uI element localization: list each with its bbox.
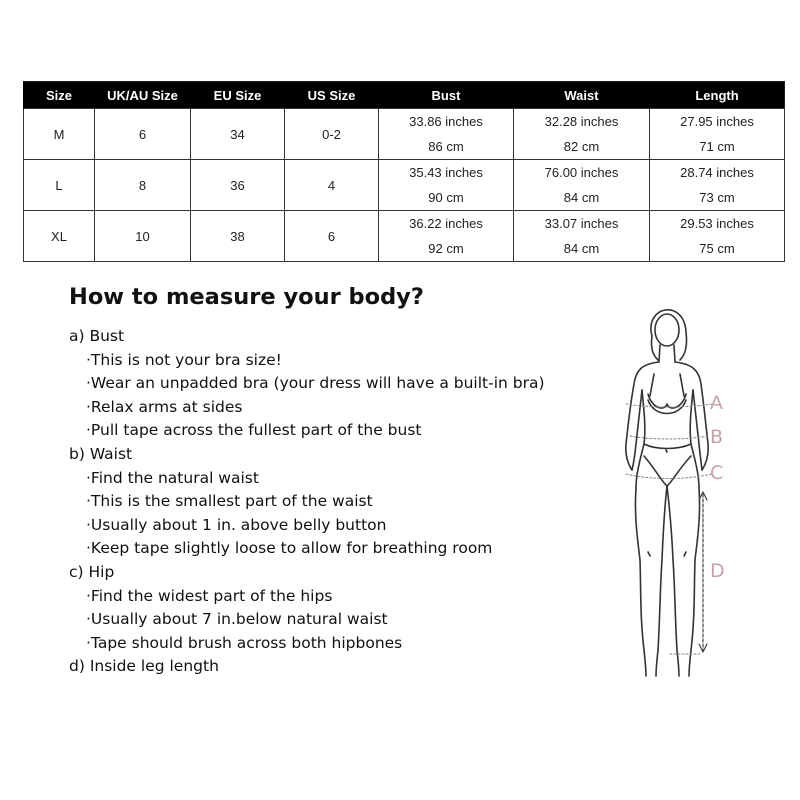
list-item: ·This is not your bra size! — [86, 350, 282, 369]
header-waist: Waist — [514, 82, 650, 109]
cell-size: XL — [24, 211, 95, 262]
table-header-row — [24, 82, 785, 109]
header-uk-au-size: UK/AU Size — [95, 82, 191, 109]
section-title: b) Waist — [69, 444, 133, 463]
female-body-outline-icon — [600, 298, 750, 680]
cell-bust-inches: 36.22 inches — [379, 211, 514, 237]
cell-bust-cm: 86 cm — [379, 134, 514, 160]
cell-waist-cm: 84 cm — [514, 185, 650, 211]
cell-length-inches: 27.95 inches — [650, 109, 785, 135]
list-item: ·Usually about 1 in. above belly button — [86, 515, 387, 534]
section-title: c) Hip — [69, 562, 115, 581]
list-item: ·Tape should brush across both hipbones — [86, 633, 403, 652]
cell-waist-inches: 76.00 inches — [514, 160, 650, 186]
section-waist — [69, 443, 589, 561]
section-title: a) Bust — [69, 327, 125, 345]
header-size: Size — [24, 82, 95, 109]
measure-guide-title: How to measure your body? — [69, 284, 424, 310]
cell-bust-cm: 92 cm — [379, 236, 514, 262]
list-item: ·Keep tape slightly loose to allow for breathing room — [86, 539, 493, 558]
section-hip — [69, 561, 589, 655]
cell-length-inches: 28.74 inches — [650, 160, 785, 186]
list-item: ·Pull tape across the fullest part of the bust — [86, 421, 422, 440]
cell-bust-cm: 90 cm — [379, 185, 514, 211]
cell-length-cm: 71 cm — [650, 134, 785, 160]
cell-us: 4 — [285, 160, 379, 211]
list-item: ·This is the smallest part of the waist — [86, 492, 373, 511]
cell-length-cm: 73 cm — [650, 185, 785, 211]
list-item: ·Usually about 7 in.below natural waist — [86, 610, 388, 629]
list-item: ·Wear an unpadded bra (your dress will have a built-in bra) — [86, 374, 545, 393]
label-hip-marker: C — [710, 462, 724, 484]
cell-waist-inches: 33.07 inches — [514, 211, 650, 237]
label-inside-leg-marker: D — [710, 560, 725, 582]
table-row — [24, 109, 785, 135]
header-eu-size: EU Size — [191, 82, 285, 109]
cell-eu: 38 — [191, 211, 285, 262]
cell-eu: 36 — [191, 160, 285, 211]
list-item: ·Find the natural waist — [86, 468, 259, 487]
list-item: ·Find the widest part of the hips — [86, 586, 333, 605]
size-chart-table — [23, 81, 785, 262]
header-bust: Bust — [379, 82, 514, 109]
section-inside-leg — [69, 655, 589, 679]
cell-uk-au: 6 — [95, 109, 191, 160]
cell-us: 0-2 — [285, 109, 379, 160]
cell-size: L — [24, 160, 95, 211]
section-title: d) Inside leg length — [69, 657, 219, 676]
cell-bust-inches: 35.43 inches — [379, 160, 514, 186]
table-row — [24, 160, 785, 186]
cell-eu: 34 — [191, 109, 285, 160]
cell-size: M — [24, 109, 95, 160]
list-item: ·Relax arms at sides — [86, 397, 243, 416]
body-measurement-figure — [600, 298, 750, 680]
label-bust-marker: A — [710, 392, 723, 414]
section-bust — [69, 325, 589, 443]
header-length: Length — [650, 82, 785, 109]
cell-uk-au: 10 — [95, 211, 191, 262]
table-row — [24, 211, 785, 237]
cell-waist-cm: 84 cm — [514, 236, 650, 262]
cell-waist-cm: 82 cm — [514, 134, 650, 160]
cell-length-inches: 29.53 inches — [650, 211, 785, 237]
cell-waist-inches: 32.28 inches — [514, 109, 650, 135]
cell-bust-inches: 33.86 inches — [379, 109, 514, 135]
cell-uk-au: 8 — [95, 160, 191, 211]
cell-us: 6 — [285, 211, 379, 262]
cell-length-cm: 75 cm — [650, 236, 785, 262]
header-us-size: US Size — [285, 82, 379, 109]
label-waist-marker: B — [710, 426, 724, 448]
measurement-instructions — [69, 325, 589, 679]
